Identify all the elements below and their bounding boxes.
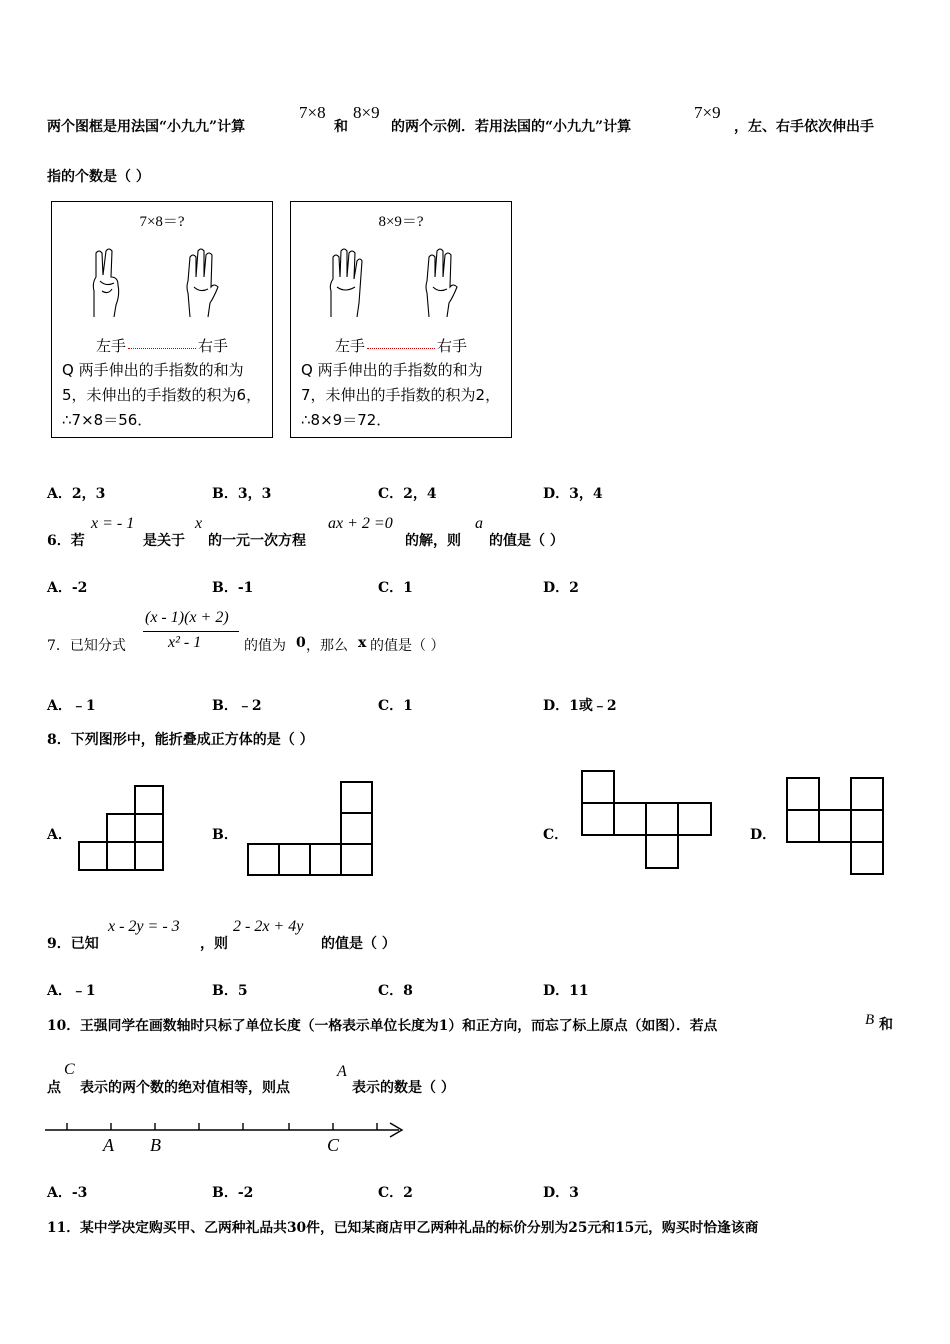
- hands-illustration: [82, 247, 242, 319]
- q9-option-c[interactable]: C．8: [378, 983, 413, 999]
- q5-example-frame-1: [51, 201, 273, 438]
- q5-stem-part1: 两个图框是用法国“小九九”计算: [47, 119, 246, 135]
- q6-text-3: 的解，则: [405, 533, 461, 549]
- frame-explanation: Q 两手伸出的手指数的和为7，未伸出的手指数的积为2，∴8×9＝72．: [301, 361, 501, 429]
- q8-label-c[interactable]: C．: [543, 827, 569, 843]
- q5-option-c[interactable]: C．2，4: [378, 486, 437, 502]
- q9-option-d[interactable]: D．11: [543, 983, 589, 999]
- q10-text-2: 表示的两个数的绝对值相等，则点: [80, 1080, 290, 1096]
- q10-option-d[interactable]: D．3: [543, 1185, 579, 1201]
- q8-net-d[interactable]: [786, 777, 884, 875]
- q6-text-2: 的一元一次方程: [208, 533, 306, 549]
- left-hand-label: 左手: [95, 337, 126, 355]
- q5-option-d[interactable]: D．3，4: [543, 486, 603, 502]
- q8-net-c[interactable]: [581, 770, 713, 870]
- q7-text-1: 的值为: [244, 638, 286, 654]
- frame-explanation: Q 两手伸出的手指数的和为5，未伸出的手指数的积为6，∴7×8＝56．: [62, 361, 262, 429]
- q6-text-4: 的值是（ ）: [489, 533, 564, 549]
- q5-math-8x9: 8×9: [353, 103, 380, 122]
- q5-and: 和: [334, 119, 348, 135]
- blank-line: [128, 348, 196, 349]
- q5-math-7x8: 7×8: [299, 103, 326, 122]
- frame-title: 7×8＝?: [139, 214, 185, 230]
- q10-axis-label-C: C: [327, 1135, 340, 1155]
- q6-text-1: 是关于: [143, 533, 185, 549]
- q7-x: x: [358, 635, 367, 651]
- q7-option-d[interactable]: D．1或﹣2: [543, 698, 617, 714]
- q10-text-3: 表示的数是（ ）: [352, 1080, 455, 1096]
- right-hand-label: 右手: [437, 337, 468, 355]
- q7-option-b[interactable]: B．﹣2: [212, 698, 262, 714]
- q7-text-3: 的值是（ ）: [370, 638, 445, 654]
- q6-math-equation: ax + 2 =0: [328, 515, 393, 532]
- q9-text-1: ，则: [200, 936, 228, 952]
- q8-label-d[interactable]: D．: [750, 827, 777, 843]
- q9-option-a[interactable]: A．﹣1: [47, 983, 96, 999]
- q10-option-c[interactable]: C．2: [378, 1185, 413, 1201]
- q10-axis-label-A: A: [103, 1135, 114, 1155]
- hand-labels: [291, 335, 511, 356]
- q10-option-a[interactable]: A．-3: [47, 1185, 88, 1201]
- q5-stem-part3: ，左、右手依次伸出手: [734, 119, 874, 135]
- q8-net-a[interactable]: [78, 785, 164, 871]
- frame-title: 8×9＝?: [378, 214, 424, 230]
- q5-option-b[interactable]: B．3，3: [212, 486, 272, 502]
- q9-math-given: x - 2y = - 3: [108, 918, 180, 935]
- q10-math-C: C: [64, 1061, 75, 1078]
- q7-option-c[interactable]: C．1: [378, 698, 413, 714]
- q7-fraction-bar: [143, 631, 239, 632]
- q9-text-2: 的值是（ ）: [321, 936, 396, 952]
- q8-stem: 8．下列图形中，能折叠成正方体的是（ ）: [47, 732, 314, 748]
- q10-option-b[interactable]: B．-2: [212, 1185, 254, 1201]
- q9-math-expr: 2 - 2x + 4y: [233, 918, 304, 935]
- q5-stem-part4: 指的个数是（ ）: [47, 169, 150, 185]
- q6-option-d[interactable]: D．2: [543, 580, 579, 596]
- q6-math-x-eq: x = - 1: [91, 515, 135, 532]
- q11-stem: 11．某中学决定购买甲、乙两种礼品共30件，已知某商店甲乙两种礼品的标价分别为25元和15元，购买时恰逢该商: [47, 1220, 759, 1236]
- q10-math-A: A: [337, 1063, 347, 1080]
- q7-denominator: x² - 1: [168, 634, 202, 651]
- q7-text-2: ，那么: [306, 638, 348, 654]
- q8-net-b[interactable]: [247, 781, 373, 877]
- q10-stem-line1: 10．王强同学在画数轴时只标了单位长度（一格表示单位长度为1）和正方向，而忘了标上原点（如图）．若点: [47, 1018, 718, 1034]
- q5-stem-part2: 的两个示例．若用法国的“小九九”计算: [391, 119, 632, 135]
- left-hand-label: 左手: [334, 337, 365, 355]
- q6-option-c[interactable]: C．1: [378, 580, 413, 596]
- q7-numerator: (x - 1)(x + 2): [145, 609, 229, 626]
- q6-math-x: x: [195, 515, 203, 532]
- q5-math-7x9: 7×9: [694, 103, 721, 122]
- q6-option-a[interactable]: A．-2: [47, 580, 88, 596]
- q10-axis-label-B: B: [150, 1135, 161, 1155]
- q8-label-a[interactable]: A．: [47, 827, 72, 843]
- q7-number: 7．已知分式: [47, 638, 126, 654]
- q10-number-line: [45, 1118, 407, 1160]
- q5-option-a[interactable]: A．2，3: [47, 486, 106, 502]
- q10-math-B: B: [865, 1012, 875, 1028]
- q10-point: 点: [47, 1080, 61, 1096]
- hand-labels: [52, 335, 272, 356]
- hands-illustration: [321, 247, 481, 319]
- blank-line: [367, 348, 435, 349]
- q6-number: 6．若: [47, 533, 85, 549]
- q6-option-b[interactable]: B．-1: [212, 580, 254, 596]
- right-hand-label: 右手: [198, 337, 229, 355]
- q9-number: 9．已知: [47, 936, 99, 952]
- q5-example-frame-2: [290, 201, 512, 438]
- q8-label-b[interactable]: B．: [212, 827, 238, 843]
- q10-and: 和: [879, 1017, 893, 1033]
- q7-zero: 0: [296, 635, 306, 651]
- q9-option-b[interactable]: B．5: [212, 983, 248, 999]
- q7-option-a[interactable]: A．﹣1: [47, 698, 96, 714]
- q6-math-a: a: [475, 515, 483, 532]
